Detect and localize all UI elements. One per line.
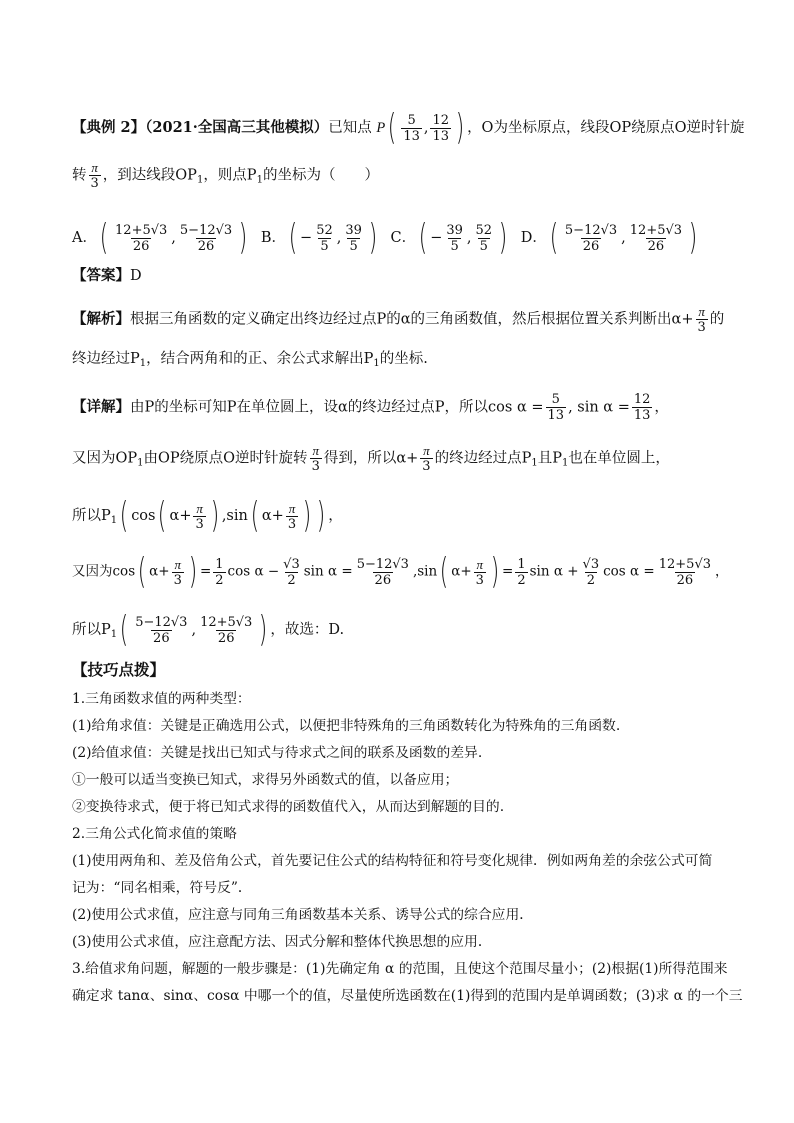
fraction: $\frac{5-12√3}{26}$ [179, 222, 233, 254]
detail-line-5: 所以$P_1$( $\frac{5-12√3}{26}$ , $\frac{12+5√3}{26}$ ) ，故选：D. [72, 609, 345, 650]
fraction: $\frac{12+5√3}{26}$ [115, 222, 168, 254]
stem-text: 已知点 [328, 120, 372, 136]
detail-line-4: 又因为cos( α+ $\frac{\pi}{3}$ ) = $\frac{1}{2}$ cos α − $\frac{√3}{2}$ sin α = $\frac{5-12√3}{26}$ ,sin( α+ $\frac{\pi}{3}$ ) = $\frac{1}{2}$ sin α + $\frac{√3}{2}$ cos α = $\frac{12+5√3}{26}$ ， [72, 551, 729, 592]
fraction: $\frac{5-12√3}{26}$ [135, 614, 188, 646]
tips-item: 1.三角函数求值的两种类型： [72, 691, 251, 707]
stem-text: ，到达线段OP [102, 167, 197, 184]
fraction: $\frac{12+5√3}{26}$ [629, 222, 683, 254]
fraction-pi-over-3: $\frac{\pi}{3}$ [697, 304, 706, 335]
fraction: $\frac{12}{13}$ [432, 112, 450, 144]
tips-item: ②变换待求式，便于将已知式求得的函数值代入，从而达到解题的目的. [72, 799, 505, 815]
fraction: $\frac{39}{5}$ [345, 222, 362, 254]
detail-line-3: 所以$P_1$( cos( α+ $\frac{\pi}{3}$ ) ,sin( α+ $\frac{\pi}{3}$ ) ) ， [72, 495, 343, 536]
fraction-pi-over-3: $\frac{\pi}{3}$ [287, 500, 297, 532]
fraction: $\frac{52}{5}$ [316, 222, 333, 254]
tips-item: 确定求 tanα、sinα、cosα 中哪一个的值，尽量使所选函数在(1)得到的范围内是单调函数；(3)求 α 的一个三 [72, 988, 743, 1004]
tips-item: (1)使用两角和、差及倍角公式，首先要记住公式的结构特征和符号变化规律．例如两角差的余弦公式可简 [72, 853, 713, 869]
example-stem-line-2: 转 $\frac{\pi}{3}$ ，到达线段$OP_1$，则点$P_1$的坐标为（ ） [72, 160, 379, 191]
stem-text: 转 [72, 167, 87, 184]
tips-item: (3)使用公式求值，应注意配方法、因式分解和整体代换思想的应用． [72, 934, 492, 950]
option-b-label: B． [260, 230, 286, 246]
fraction: $\frac{39}{5}$ [446, 222, 463, 254]
fraction: $\frac{5}{13}$ [547, 392, 565, 423]
fraction: $\frac{5}{13}$ [403, 112, 420, 144]
stem-text: ，O为坐标原点，线段OP绕原点O逆时针旋 [467, 120, 745, 136]
fraction-pi-over-3: $\frac{\pi}{3}$ [422, 443, 431, 474]
option-a-label: A． [72, 230, 97, 246]
right-paren: ) [455, 107, 465, 148]
left-paren: ( [388, 107, 397, 148]
analysis-tag: 【解析】 [72, 310, 130, 328]
fraction-sqrt3-over-2: $\frac{√3}{2}$ [283, 556, 300, 588]
tips-item: (1)给角求值：关键是正确选用公式，以便把非特殊角的三角函数转化为特殊角的三角函数. [72, 718, 621, 734]
example-tag: 【典例 2】 [72, 119, 146, 136]
analysis-line-2: 终边经过$P_1$，结合两角和的正、余公式求解出$P_1$的坐标. [72, 351, 428, 369]
fraction: $\frac{12+5√3}{26}$ [200, 614, 253, 646]
answer-value: D [130, 268, 142, 284]
fraction-pi-over-3: $\frac{\pi}{3}$ [173, 556, 182, 588]
answer-tag: 【答案】 [72, 267, 130, 284]
analysis-line-1: 【解析】根据三角函数的定义确定出终边经过点P的α的三角函数值，然后根据位置关系判断出α+ $\frac{\pi}{3}$ 的 [72, 304, 725, 335]
stem-text: ，则点P [203, 167, 257, 184]
option-d-label: D． [520, 230, 547, 246]
fraction-half: $\frac{1}{2}$ [215, 556, 224, 588]
tips-item: ①一般可以适当变换已知式，求得另外函数式的值，以备应用； [72, 772, 459, 788]
fraction-pi-over-3: $\frac{\pi}{3}$ [475, 556, 484, 588]
fraction: $\frac{5-12√3}{26}$ [564, 222, 618, 254]
stem-text: 的坐标为（ ） [262, 167, 379, 184]
tips-item: 3.给值求角问题，解题的一般步骤是：(1)先确定角 α 的范围，且使这个范围尽量小；(2)根据(1)所得范围来 [72, 961, 728, 977]
tips-item: 2.三角公式化简求值的策略 [72, 826, 237, 842]
option-c-label: C． [390, 230, 417, 246]
fraction: $\frac{12+5√3}{26}$ [658, 556, 712, 588]
tips-item: 记为：“同名相乘，符号反”． [72, 880, 252, 896]
example-stem-line-1: 【典例 2】（2021·全国高三其他模拟）已知点 P( $\frac{5}{13}$ , $\frac{12}{13}$ ) ，O为坐标原点，线段OP绕原点O逆时针旋 [72, 107, 745, 148]
fraction-pi-over-3: $\frac{\pi}{3}$ [311, 443, 320, 474]
fraction: $\frac{5-12√3}{26}$ [356, 556, 409, 588]
detail-tag: 【详解】 [72, 398, 130, 416]
fraction-pi-over-3: $\frac{\pi}{3}$ [90, 160, 99, 191]
example-source: （2021·全国高三其他模拟） [145, 119, 329, 136]
tips-item: (2)给值求值：关键是找出已知式与待求式之间的联系及函数的差异. [72, 745, 483, 761]
fraction-half: $\frac{1}{2}$ [517, 556, 526, 588]
tips-title: 【技巧点拨】 [72, 660, 166, 679]
fraction: $\frac{52}{5}$ [475, 222, 493, 254]
answer-line [72, 266, 142, 286]
tips-item: (2)使用公式求值，应注意与同角三角函数基本关系、诱导公式的综合应用． [72, 907, 534, 923]
fraction-sqrt3-over-2: $\frac{√3}{2}$ [582, 556, 600, 588]
detail-line-1: 【详解】由P的坐标可知P在单位圆上，设α的终边经过点P，所以cos α = $\frac{5}{13}$ , sin α = $\frac{12}{13}$ ， [72, 392, 669, 423]
fraction: $\frac{12}{13}$ [633, 392, 651, 423]
point-label: P [376, 120, 386, 136]
fraction-pi-over-3: $\frac{\pi}{3}$ [195, 500, 204, 532]
detail-line-2: 又因为$OP_1$由OP绕原点O逆时针旋转 $\frac{\pi}{3}$ 得到，所以α+ $\frac{\pi}{3}$ 的终边经过点$P_1$且$P_1$也在单位圆上， [72, 443, 670, 474]
options-line: A．( $\frac{12+5√3}{26}$ , $\frac{5-12√3}{26}$ ) B．( − $\frac{52}{5}$ , $\frac{39}{5}$ ) C．( − $\frac{39}{5}$ , $\frac{52}{5}$ ) D．( $\frac{5-12√3}{26}$ , $\frac{12+5√3}{26}$ ) [72, 217, 698, 258]
